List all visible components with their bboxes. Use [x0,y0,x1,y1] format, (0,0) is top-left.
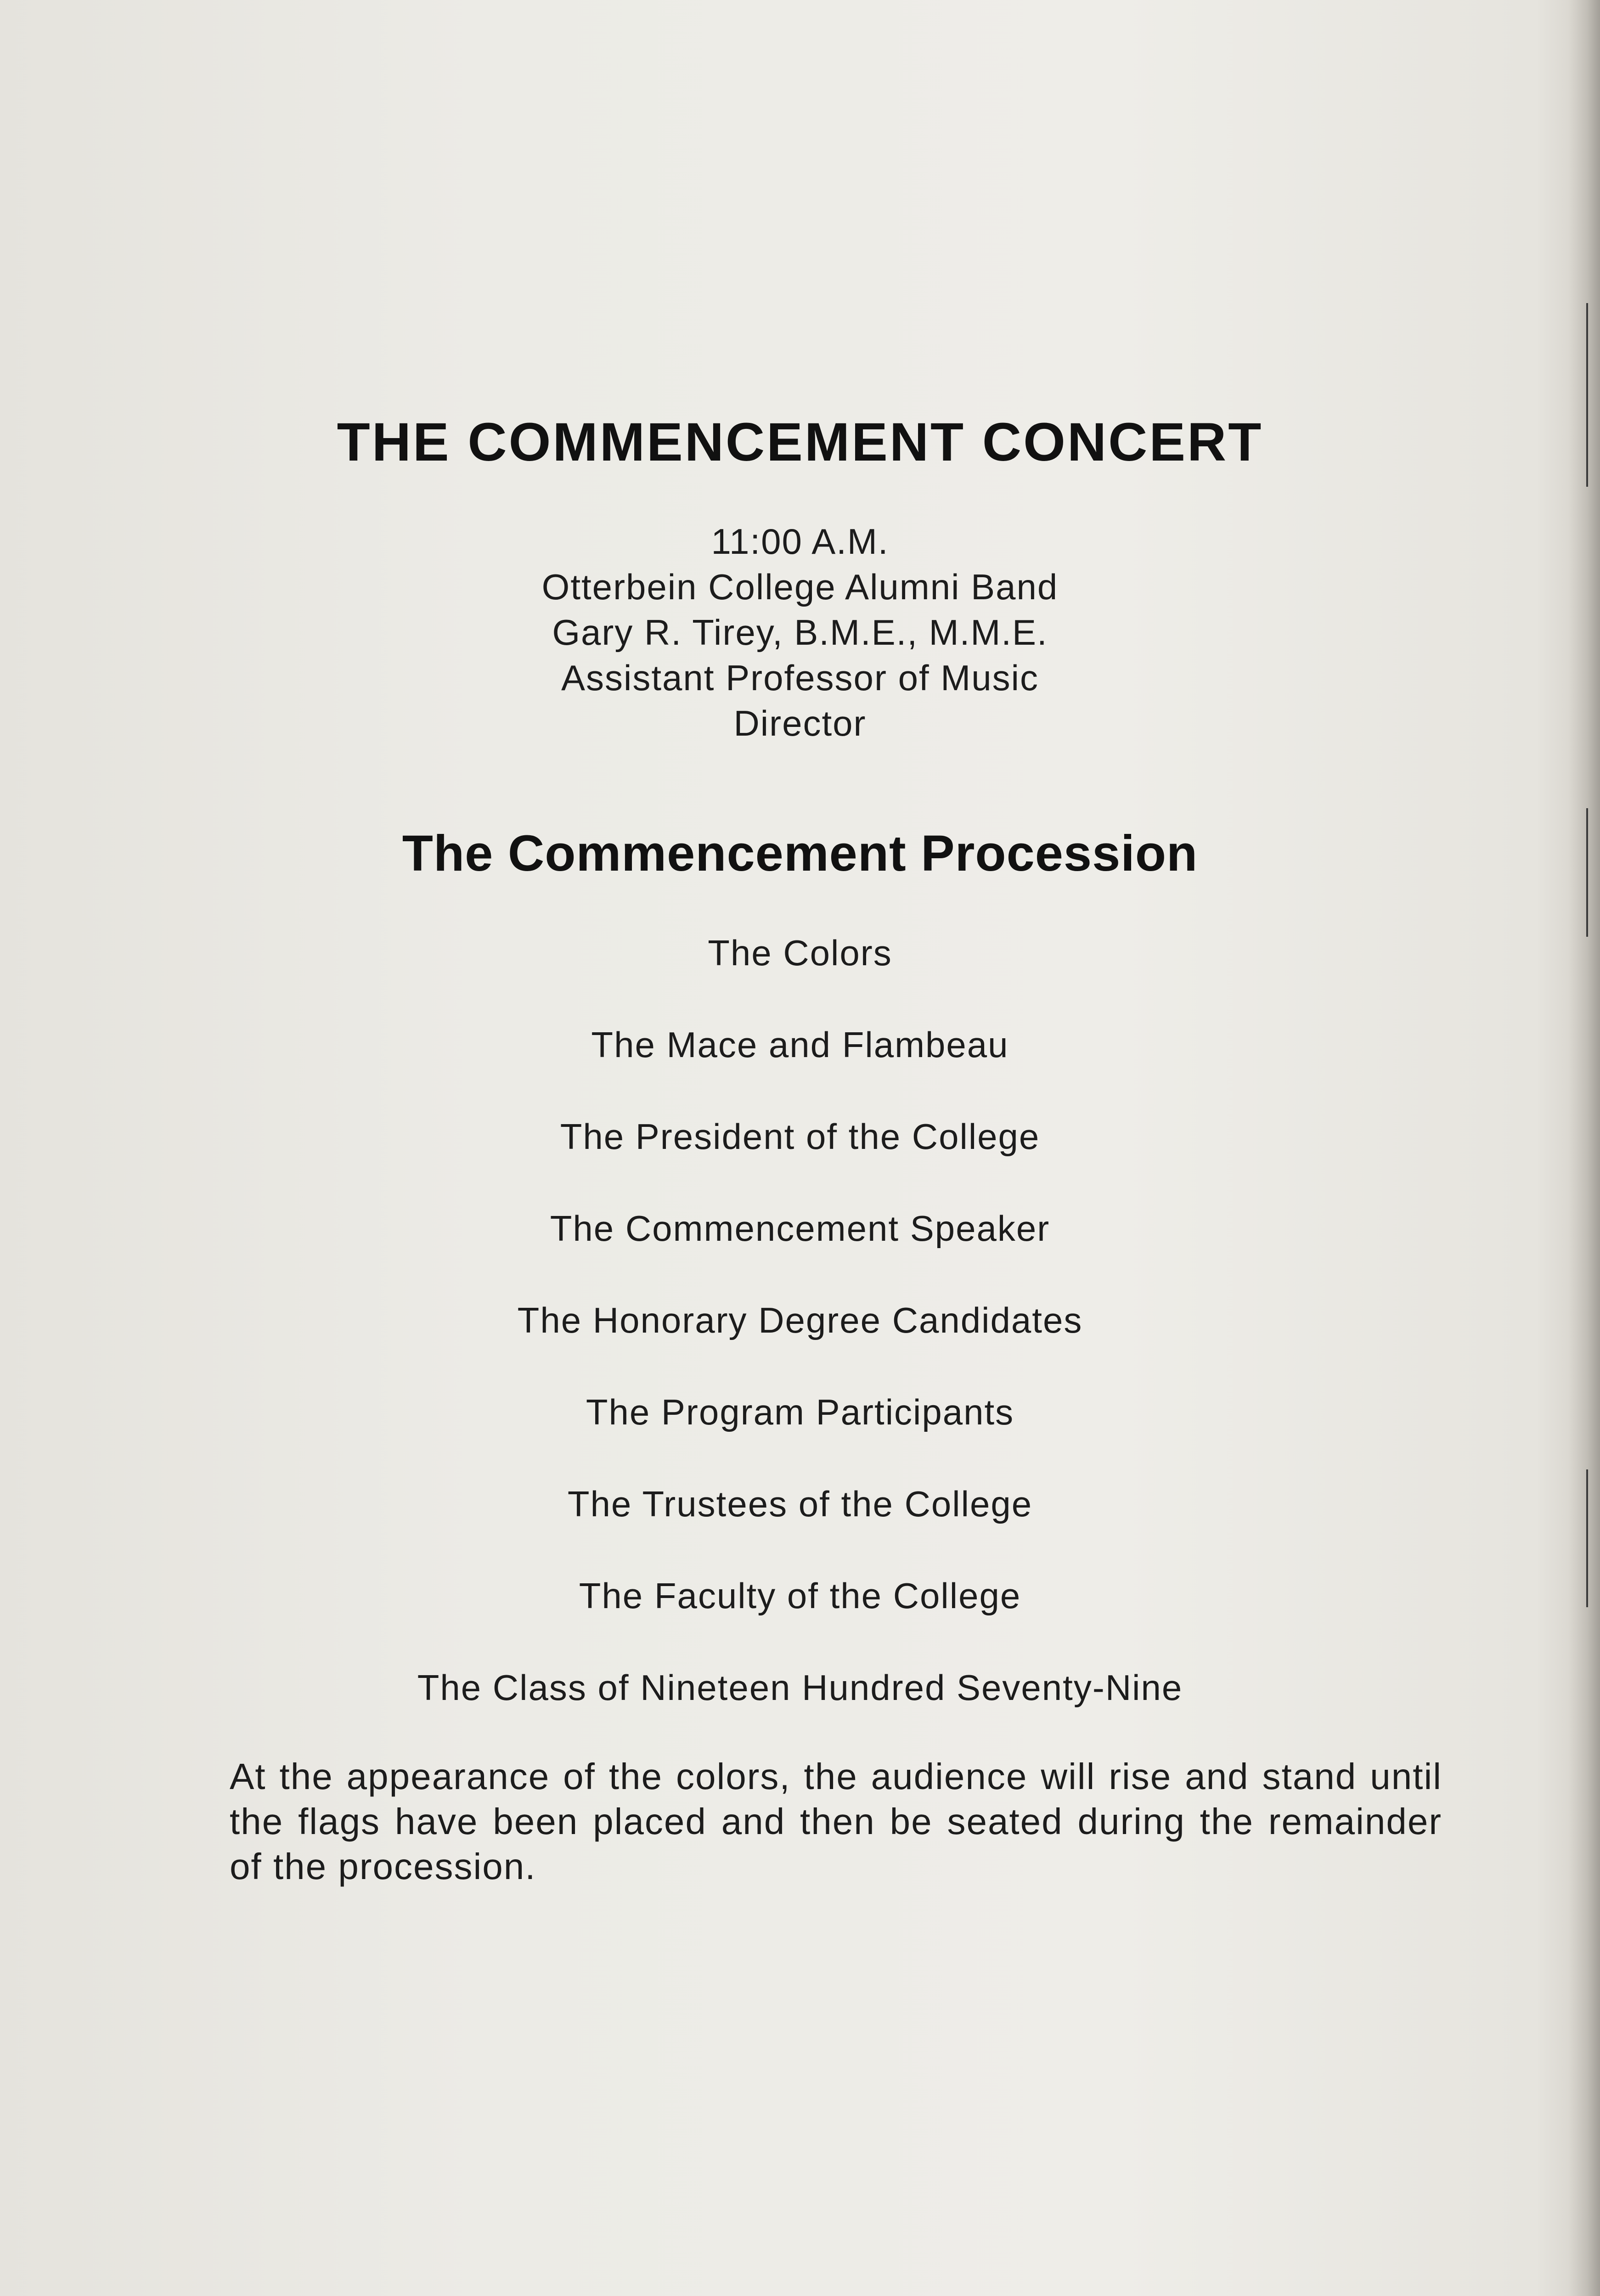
concert-ensemble: Otterbein College Alumni Band [541,567,1059,607]
procession-item: The Commencement Speaker [550,1208,1050,1249]
concert-title: THE COMMENCEMENT CONCERT [337,412,1263,473]
procession-item: The Class of Nineteen Hundred Seventy-Nine [417,1667,1183,1708]
procession-item: The Program Participants [586,1392,1014,1432]
director-name: Gary R. Tirey, B.M.E., M.M.E. [552,612,1048,653]
procession-item: The Honorary Degree Candidates [517,1300,1083,1340]
procession-item: The Faculty of the College [579,1576,1021,1616]
concert-details [0,519,1600,746]
director-role: Director [733,703,867,743]
procession-note: At the appearance of the colors, the audience will rise and stand until the flags have been placed and then be seated during the remainder of the procession. [230,1756,1442,1887]
director-position: Assistant Professor of Music [561,658,1039,698]
concert-time: 11:00 A.M. [711,521,889,562]
procession-list [0,930,1600,1756]
procession-title: The Commencement Procession [402,825,1198,882]
procession-item: The Mace and Flambeau [591,1024,1009,1065]
procession-item: The Colors [708,933,892,973]
procession-item: The Trustees of the College [567,1484,1033,1524]
procession-item: The President of the College [560,1116,1040,1157]
